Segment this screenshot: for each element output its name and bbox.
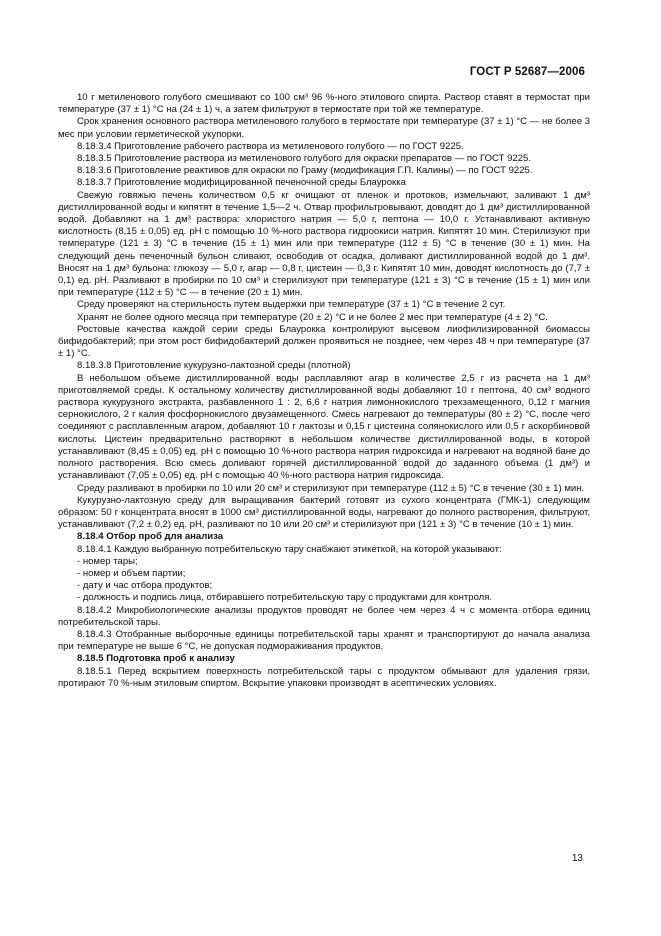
paragraph: Кукурузно-лактозную среду для выращивания бактерий готовят из сухого концентрата (ГМК-1) следующим образом: 50 г концентрата вносят в 1000 см³ дистиллированной воды, нагревают до полного растворения, фильтруют, устанавливают (7,2 ± 0,2) ед. рН, разливают по 10 или 20 см³ и стерилизуют при (121 ± 3) °С в течение (10 ± 1) мин.: [58, 494, 590, 531]
paragraph: 8.18.3.6 Приготовление реактивов для окраски по Граму (модификация Г.П. Калины) — по ГОСТ 9225.: [77, 165, 533, 177]
paragraph: 8.18.4.2 Микробиологические анализы продуктов проводят не более чем через 4 ч с момента отбора единиц потребительской тары.: [58, 604, 590, 628]
paragraph: 8.18.3.5 Приготовление раствора из метиленового голубого для окраски препаратов — по ГОСТ 9225.: [77, 153, 531, 165]
paragraph: Хранят не более одного месяца при температуре (20 ± 2) °С и не более 2 мес при температуре (4 ± 2) °С.: [77, 311, 548, 323]
list-item: - номер и объем партии;: [77, 567, 186, 579]
section-heading: 8.18.4 Отбор проб для анализа: [77, 531, 224, 543]
list-item: - номер тары;: [77, 555, 138, 567]
paragraph: 8.18.3.7 Приготовление модифицированной печеночной среды Блаурокка: [77, 177, 406, 189]
paragraph: 8.18.4.1 Каждую выбранную потребительскую тару снабжают этикеткой, на которой указывают:: [77, 543, 502, 555]
paragraph: 10 г метиленового голубого смешивают со 100 см³ 96 %-ного этилового спирта. Раствор ставят в термостат при температуре (37 ± 1) °С на (24 ± 1) ч, а затем фильтруют в термостате при той же температуре.: [58, 92, 590, 116]
paragraph: Ростовые качества каждой серии среды Блаурокка контролируют высевом лиофилизированной биомассы бифидобактерий; при этом рост бифидобактерий должен проявиться не позднее, чем через 48 ч при температуре (37 ± 1) °С.: [58, 323, 590, 360]
page-number: 13: [571, 853, 583, 864]
paragraph: 8.18.3.8 Приготовление кукурузно-лактозной среды (плотной): [77, 360, 351, 372]
list-item: - должность и подпись лица, отбиравшего потребительскую тару с продуктами для контроля.: [77, 592, 493, 604]
paragraph: 8.18.5.1 Перед вскрытием поверхность потребительской тары с продуктом обмывают для удаления грязи, протирают 70 %-ным этиловым спиртом. Вскрытие упаковки производят в асептических условиях.: [58, 665, 590, 689]
paragraph: 8.18.4.3 Отобранные выборочные единицы потребительской тары хранят и транспортируют до начала анализа при температуре не выше 6 °С, не допуская подмораживания продуктов.: [58, 628, 590, 653]
section-heading: 8.18.5 Подготовка проб к анализу: [77, 653, 235, 665]
list-item: - дату и час отбора продуктов;: [77, 580, 213, 592]
paragraph: Среду проверяют на стерильность путем выдержки при температуре (37 ± 1) °С в течение 2 сут.: [77, 299, 506, 311]
document-body: [58, 92, 590, 690]
paragraph: Среду разливают в пробирки по 10 или 20 см³ и стерилизуют при температуре (112 ± 5) °С в течение (30 ± 1) мин.: [77, 482, 585, 494]
paragraph: 8.18.3.4 Приготовление рабочего раствора из метиленового голубого — по ГОСТ 9225.: [77, 140, 464, 152]
paragraph: Срок хранения основного раствора метиленового голубого в термостате при температуре (37 ± 1) °С — не более 3 мес при условии герметической укупорки.: [58, 116, 590, 140]
document-header: ГОСТ Р 52687—2006: [469, 66, 585, 78]
paragraph: В небольшом объеме дистиллированной воды расплавляют агар в количестве 2,5 г из расчета на 1 дм³ приготовляемой среды. К остальному количеству дистиллированной воды добавляют 10 г пептона, 40 см³ водного раствора кукурузного экстракта, разбавленного 1 : 2, 6,6 г натрия лимоннокислого трехзамещенного, 0,12 г магния сернокислого, 2 г калия фосфорнокислого двузамещенного. Смесь нагревают до температуры (80 ± 2) °С, после чего соединяют с расплавленным агаром, добавляют 10 г лактозы и 0,15 г цистеина солянокислого или 0,5 г аскорбиновой кислоты. Цистеин предварительно растворяют в небольшом количестве дистиллированной воды, в которой устанавливают (8,45 ± 0,05) ед. рН с помощью 10 %-ного раствора натрия гидроксида и нагревают на водяной бане до полного растворения. Всю смесь доливают горячей дистиллированной водой до заданного объема (1 дм³) и устанавливают (7,05 ± 0,05) ед. рН с помощью 40 %-ного раствора натрия гидроксида.: [58, 372, 590, 482]
paragraph: Свежую говяжью печень количеством 0,5 кг очищают от пленок и протоков, измельчают, заливают 1 дм³ дистиллированной воды и кипятят в течение 1,5—2 ч. Отвар профильтровывают, доводят до 1 дм³ дистиллированной водой. Добавляют на 1 дм³ раствора: хлористого натрия — 5,0 г, пептона — 10,0 г. Устанавливают активную кислотность (8,15 ± 0,05) ед. рН с помощью 10 %-ного раствора гидроокиси натрия. Кипятят 10 мин. Стерилизуют при температуре (121 ± 3) °С в течение (15 ± 1) мин или при температуре (112 ± 5) °С в течение (30 ± 1) мин. На следующий день печеночный бульон сливают, освободив от осадка, доливают дистиллированной водой до 1 дм³. Вносят на 1 дм³ бульона: глюкозу — 5,0 г, агар — 0,8 г, цистеин — 0,3 г. Кипятят 10 мин, доводят кислотность до (7,7 ± 0,1) ед. рН. Разливают в пробирки по 10 см³ и стерилизуют при температуре (121 ± 3) °С в течение (15 ± 1) мин или при температуре (112 ± 5) °С — в течение (20 ± 1) мин.: [58, 189, 590, 299]
